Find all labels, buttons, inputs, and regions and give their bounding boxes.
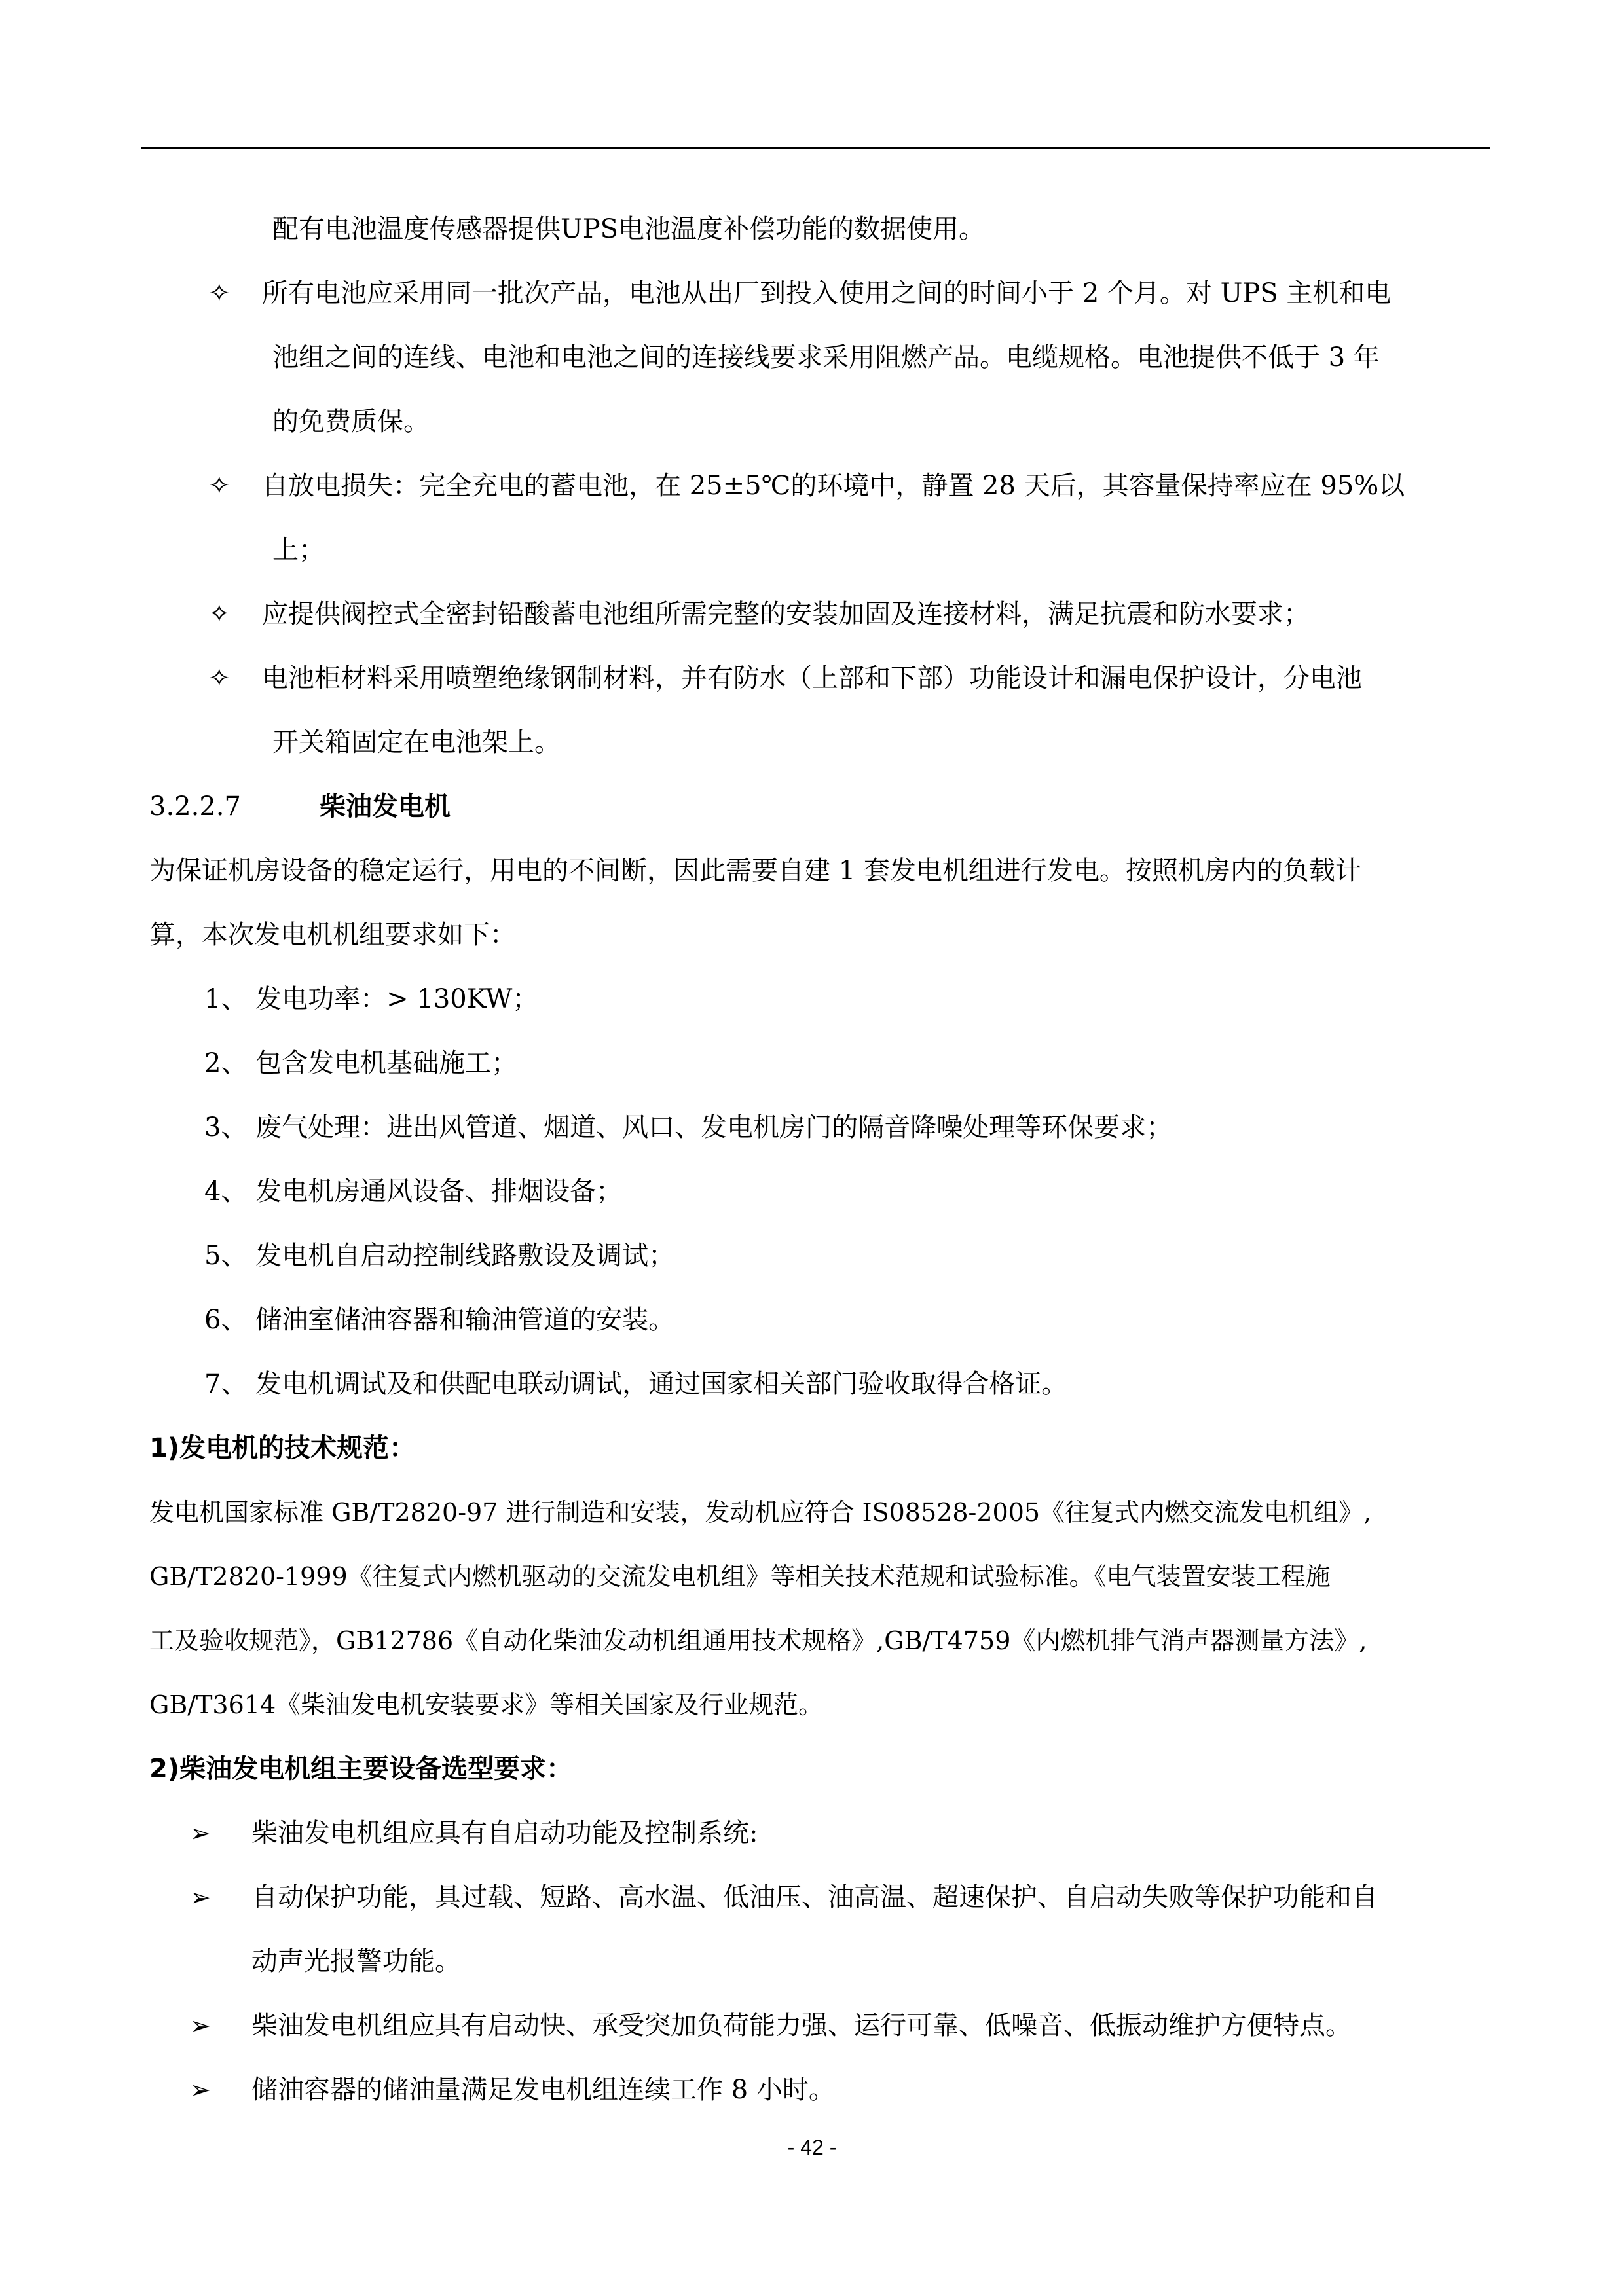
battery-bullet-1-line-3: 的免费质保。 <box>272 407 430 437</box>
intro-line-2: 算，本次发电机机组要求如下： <box>149 920 516 950</box>
arrow-bullet-icon: ➢ <box>190 1819 211 1848</box>
requirement-item: 5、 发电机自启动控制线路敷设及调试； <box>204 1241 675 1271</box>
arrow-bullet-icon: ➢ <box>190 1883 211 1912</box>
diamond-bullet-icon: ✧ <box>208 663 231 693</box>
battery-bullet-1-line-1: 所有电池应采用同一批次产品，电池从出厂到投入使用之间的时间小于 2 个月。对 UPS 主机和电 <box>262 278 1392 308</box>
diamond-bullet-icon: ✧ <box>208 278 231 308</box>
selection-bullet-4-line-1: 储油容器的储油量满足发电机组连续工作 8 小时。 <box>251 2075 835 2105</box>
selection-bullet-3-line-1: 柴油发电机组应具有启动快、承受突加负荷能力强、运行可靠、低噪音、低振动维护方便特点。 <box>251 2011 1352 2041</box>
selection-heading: 2)柴油发电机组主要设备选型要求： <box>149 1754 573 1784</box>
spec-heading: 1)发电机的技术规范： <box>149 1433 416 1463</box>
header-rule <box>141 147 1490 149</box>
selection-bullet-2-line-2: 动声光报警功能。 <box>251 1946 461 1977</box>
diamond-bullet-icon: ✧ <box>208 599 231 629</box>
battery-continuation: 配有电池温度传感器提供UPS电池温度补偿功能的数据使用。 <box>272 214 986 244</box>
battery-bullet-4-line-1: 电池柜材料采用喷塑绝缘钢制材料，并有防水（上部和下部）功能设计和漏电保护设计，分电池 <box>262 663 1362 693</box>
arrow-bullet-icon: ➢ <box>190 2075 211 2104</box>
diamond-bullet-icon: ✧ <box>208 471 231 501</box>
spec-line-4: GB/T3614《柴油发电机安装要求》等相关国家及行业规范。 <box>149 1690 824 1719</box>
selection-bullet-2-line-1: 自动保护功能，具过载、短路、高水温、低油压、油高温、超速保护、自启动失败等保护功能和自 <box>251 1882 1378 1912</box>
battery-bullet-3-line-1: 应提供阀控式全密封铅酸蓄电池组所需完整的安装加固及连接材料，满足抗震和防水要求； <box>262 599 1310 629</box>
selection-bullet-1-line-1: 柴油发电机组应具有自启动功能及控制系统: <box>251 1818 758 1848</box>
requirement-item: 2、 包含发电机基础施工； <box>204 1048 518 1078</box>
spec-line-3: 工及验收规范》，GB12786《自动化柴油发动机组通用技术规格》,GB/T4759《内燃机排气消声器测量方法》, <box>149 1626 1367 1655</box>
arrow-bullet-icon: ➢ <box>190 2011 211 2040</box>
section-number: 3.2.2.7 <box>149 792 241 822</box>
battery-bullet-2-line-2: 上； <box>272 535 325 565</box>
requirement-item: 7、 发电机调试及和供配电联动调试，通过国家相关部门验收取得合格证。 <box>204 1369 1068 1399</box>
spec-line-1: 发电机国家标准 GB/T2820-97 进行制造和安装，发动机应符合 IS08528-2005《往复式内燃交流发电机组》, <box>149 1498 1372 1527</box>
section-title: 柴油发电机 <box>320 792 451 822</box>
requirement-item: 3、 废气处理：进出风管道、烟道、风口、发电机房门的隔音降噪处理等环保要求； <box>204 1112 1173 1142</box>
page-number: - 42 - <box>787 2136 837 2159</box>
requirement-item: 4、 发电机房通风设备、排烟设备； <box>204 1176 623 1207</box>
battery-bullet-4-line-2: 开关箱固定在电池架上。 <box>272 727 561 757</box>
battery-bullet-1-line-2: 池组之间的连线、电池和电池之间的连接线要求采用阻燃产品。电缆规格。电池提供不低于 3 年 <box>272 342 1380 373</box>
intro-line-1: 为保证机房设备的稳定运行，用电的不间断，因此需要自建 1 套发电机组进行发电。按照机房内的负载计 <box>149 856 1361 886</box>
battery-bullet-2-line-1: 自放电损失：完全充电的蓄电池，在 25±5℃的环境中，静置 28 天后，其容量保持率应在 95%以 <box>262 471 1405 501</box>
requirement-item: 1、 发电功率：> 130KW； <box>204 984 539 1014</box>
requirement-item: 6、 储油室储油容器和输油管道的安装。 <box>204 1305 675 1335</box>
spec-line-2: GB/T2820-1999《往复式内燃机驱动的交流发电机组》等相关技术范规和试验标准。《电气装置安装工程施 <box>149 1562 1331 1591</box>
